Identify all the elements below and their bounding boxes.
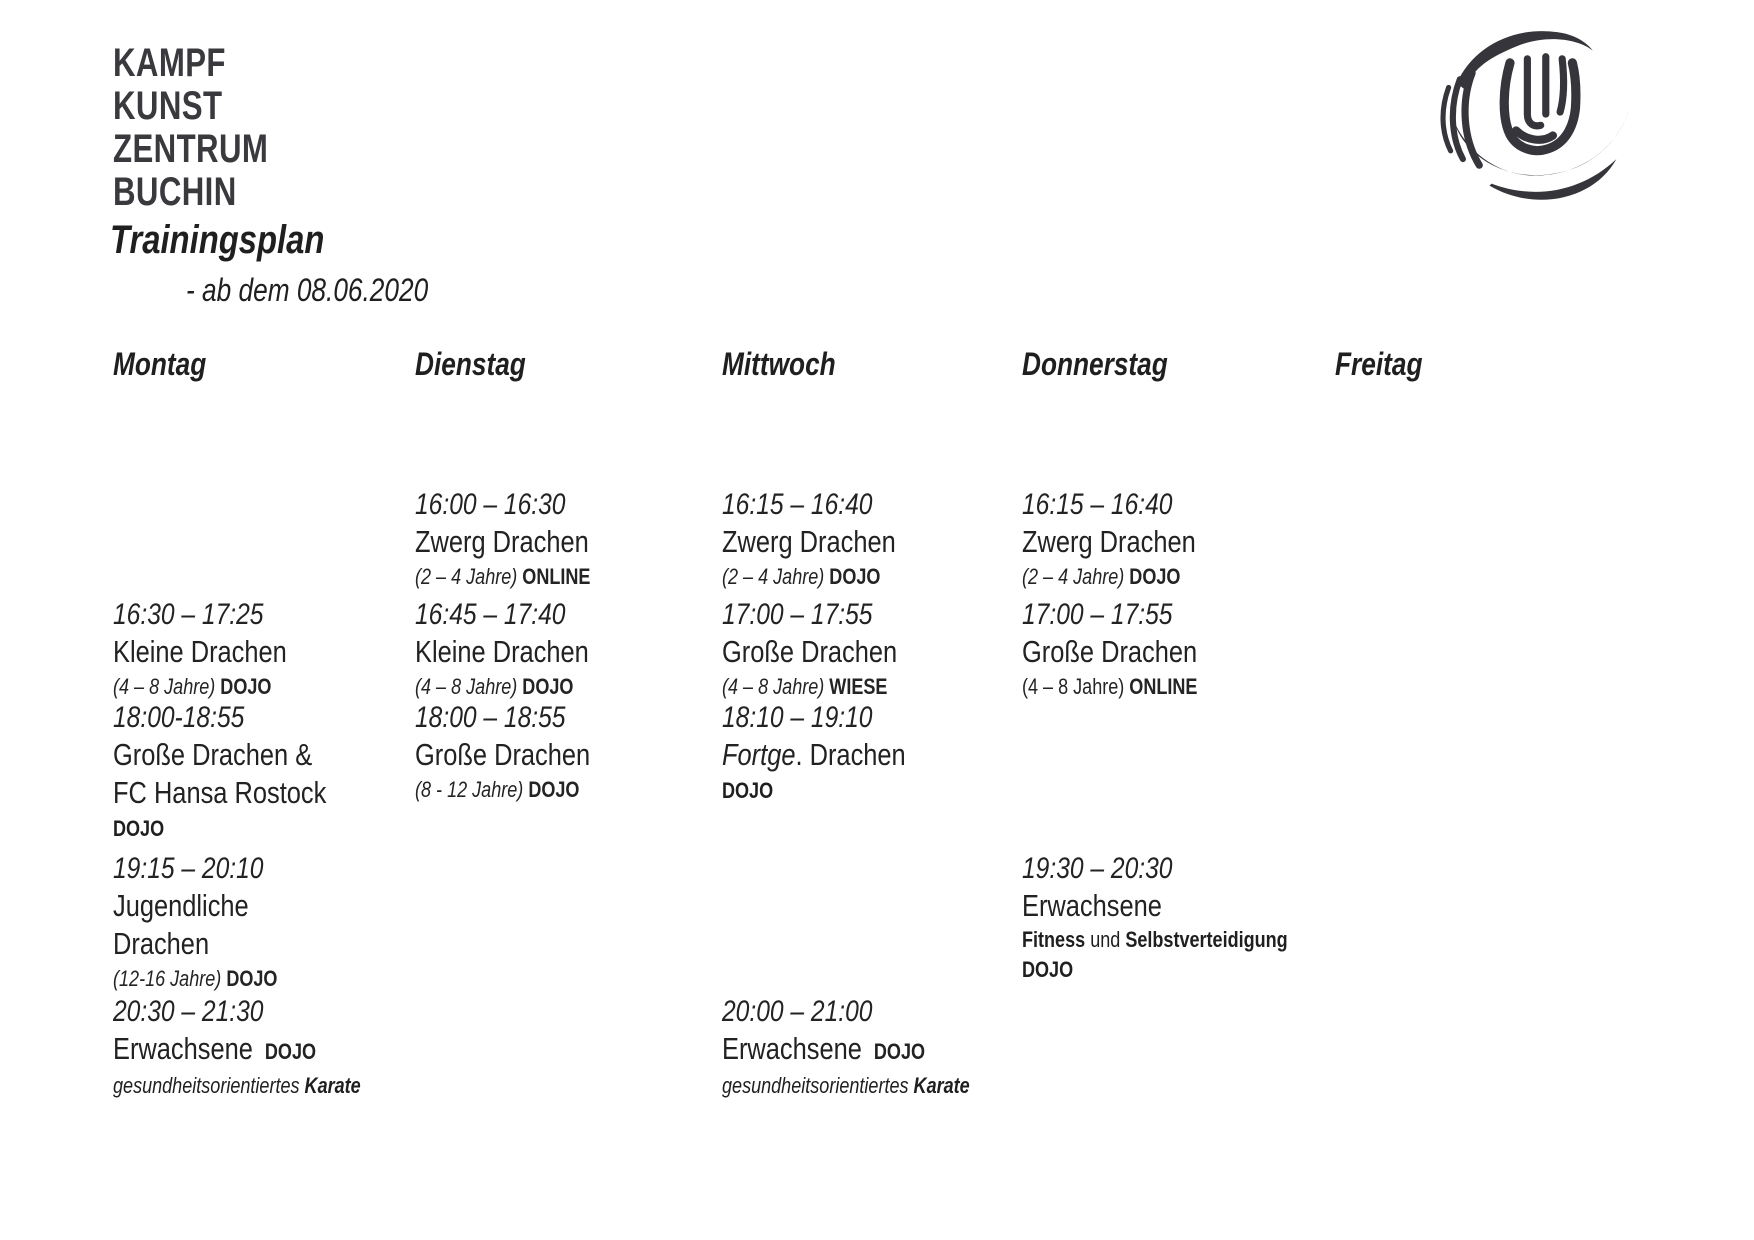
day-header-donnerstag: Donnerstag: [1022, 346, 1168, 382]
session-location: DOJO: [722, 778, 774, 803]
session-name: Große Drachen &: [113, 737, 313, 772]
session-time: 16:45 – 17:40: [415, 598, 566, 631]
session-age: (4 – 8 Jahre): [415, 674, 518, 699]
session-time: 19:15 – 20:10: [113, 852, 264, 885]
session-detail: [722, 674, 972, 700]
brand-line: ZENTRUM: [113, 127, 269, 171]
session-name-rest: . Drachen: [795, 737, 906, 772]
session-time: 17:00 – 17:55: [1022, 598, 1173, 631]
brand-wordmark: [113, 42, 312, 214]
fist-swoosh-logo-icon: [1428, 24, 1638, 200]
session-note: [1022, 927, 1288, 953]
session-age: (2 – 4 Jahre): [722, 564, 825, 589]
session-time: 17:00 – 17:55: [722, 598, 873, 631]
session-detail: [415, 674, 665, 700]
day-header-dienstag: Dienstag: [415, 346, 526, 382]
session-location: DOJO: [829, 564, 881, 589]
session-name: Zwerg Drachen: [1022, 524, 1196, 559]
session-location: DOJO: [522, 674, 574, 699]
session-tuesday-zwerg-drachen: [415, 487, 720, 590]
session-detail: [1022, 564, 1272, 590]
session-location: DOJO: [220, 674, 272, 699]
session-time: 18:00 – 18:55: [415, 701, 566, 734]
page-title: Trainingsplan: [110, 218, 325, 262]
session-monday-kleine-drachen: [113, 597, 418, 700]
session-name: FC Hansa Rostock: [113, 775, 327, 810]
day-header-freitag: Freitag: [1335, 346, 1423, 382]
session-note-text: und: [1090, 927, 1121, 952]
session-thursday-grosse-drachen: [1022, 597, 1327, 700]
session-tuesday-grosse-drachen: [415, 700, 720, 803]
session-detail: [415, 777, 665, 803]
session-location: DOJO: [226, 966, 278, 991]
session-name: Große Drachen: [722, 634, 898, 669]
session-detail: [113, 674, 363, 700]
session-name: Jugendliche: [113, 888, 249, 923]
session-location: DOJO: [1129, 564, 1181, 589]
session-note-text: gesundheitsorientiertes: [722, 1073, 909, 1098]
session-time: 18:00-18:55: [113, 701, 245, 734]
session-age: (12-16 Jahre): [113, 966, 222, 991]
session-name: Zwerg Drachen: [415, 524, 589, 559]
day-header-mittwoch: Mittwoch: [722, 346, 836, 382]
session-location: DOJO: [873, 1039, 926, 1064]
session-age: (4 – 8 Jahre): [1022, 674, 1125, 699]
session-location: WIESE: [829, 674, 888, 699]
session-monday-jugendliche-drachen: [113, 851, 418, 992]
session-wednesday-zwerg-drachen: [722, 487, 1027, 590]
session-time: 16:00 – 16:30: [415, 488, 566, 521]
brand-line: KAMPF: [113, 41, 226, 85]
session-name: Kleine Drachen: [113, 634, 287, 669]
session-note-highlight: Selbstverteidigung: [1125, 927, 1288, 952]
session-age: (2 – 4 Jahre): [415, 564, 518, 589]
session-location: ONLINE: [1129, 674, 1198, 699]
session-time: 18:10 – 19:10: [722, 701, 873, 734]
session-detail: [722, 564, 972, 590]
session-note-highlight: Fitness: [1022, 927, 1086, 952]
brand-line: KUNST: [113, 84, 223, 128]
page-subtitle: - ab dem 08.06.2020: [186, 272, 429, 308]
session-wednesday-erwachsene: [722, 994, 1027, 1099]
session-time: 16:30 – 17:25: [113, 598, 264, 631]
session-thursday-zwerg-drachen: [1022, 487, 1327, 590]
session-location: DOJO: [1022, 957, 1074, 982]
session-tuesday-kleine-drachen: [415, 597, 720, 700]
session-thursday-erwachsene: [1022, 851, 1327, 983]
session-time: 16:15 – 16:40: [1022, 488, 1173, 521]
session-age: (8 - 12 Jahre): [415, 777, 524, 802]
day-header-montag: Montag: [113, 346, 207, 382]
session-name-text: Erwachsene: [722, 1031, 862, 1066]
session-location: DOJO: [264, 1039, 317, 1064]
session-detail: [113, 966, 363, 992]
session-name: Zwerg Drachen: [722, 524, 896, 559]
session-note-highlight: Karate: [304, 1073, 361, 1098]
session-name: Kleine Drachen: [415, 634, 589, 669]
session-name: [722, 736, 972, 774]
session-name-italic: Fortge: [722, 737, 796, 772]
session-location: ONLINE: [522, 564, 591, 589]
session-name: [113, 1030, 363, 1071]
session-age: (4 – 8 Jahre): [722, 674, 825, 699]
session-note: [113, 1073, 363, 1099]
session-time: 19:30 – 20:30: [1022, 852, 1173, 885]
session-name: Große Drachen: [1022, 634, 1198, 669]
session-note-highlight: Karate: [913, 1073, 970, 1098]
session-note-text: gesundheitsorientiertes: [113, 1073, 300, 1098]
brand-line: BUCHIN: [113, 170, 237, 214]
session-name-text: Erwachsene: [113, 1031, 253, 1066]
session-name: Erwachsene: [1022, 888, 1162, 923]
session-detail: [415, 564, 665, 590]
session-name: Große Drachen: [415, 737, 591, 772]
session-name: Drachen: [113, 926, 210, 961]
session-wednesday-fortgeschrittene-drachen: [722, 700, 1027, 804]
session-monday-grosse-drachen-hansa: [113, 700, 418, 842]
session-detail: [1022, 674, 1272, 700]
session-location: DOJO: [113, 816, 165, 841]
session-note: [722, 1073, 972, 1099]
session-wednesday-grosse-drachen: [722, 597, 1027, 700]
session-monday-erwachsene: [113, 994, 418, 1099]
session-time: 20:30 – 21:30: [113, 995, 264, 1028]
session-location: DOJO: [528, 777, 580, 802]
session-age: (4 – 8 Jahre): [113, 674, 216, 699]
session-name: [722, 1030, 972, 1071]
session-age: (2 – 4 Jahre): [1022, 564, 1125, 589]
session-time: 20:00 – 21:00: [722, 995, 873, 1028]
session-time: 16:15 – 16:40: [722, 488, 873, 521]
